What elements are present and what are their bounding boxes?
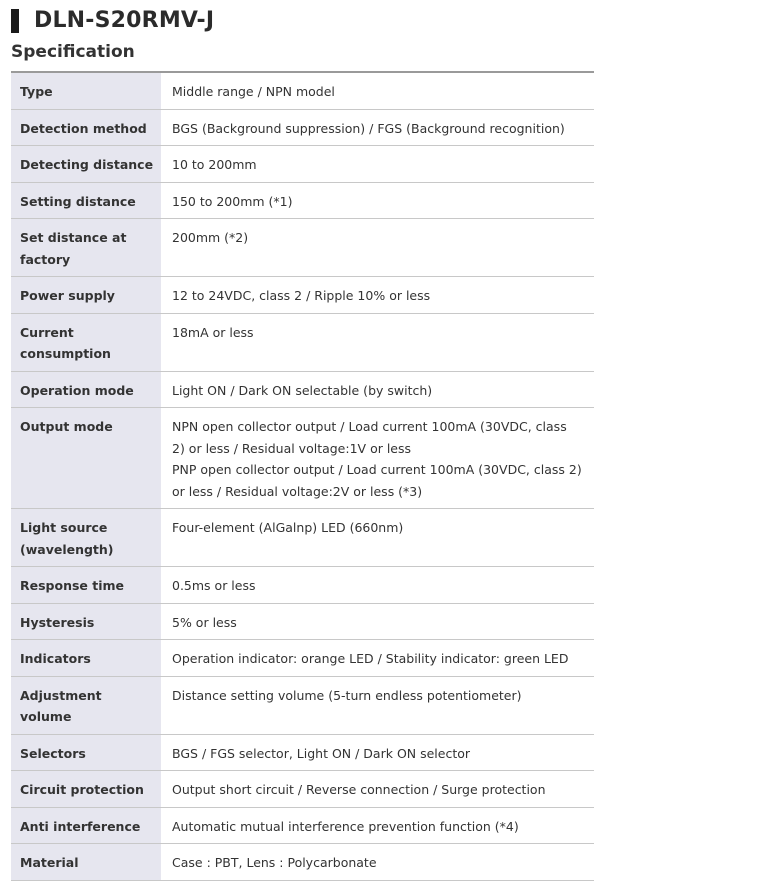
spec-value: 0.5ms or less bbox=[161, 567, 594, 604]
spec-row-detection-method bbox=[11, 109, 594, 146]
spec-label: Operation mode bbox=[11, 371, 161, 408]
spec-row-circuit-protection bbox=[11, 771, 594, 808]
spec-row-operation-mode bbox=[11, 371, 594, 408]
product-title: DLN-S20RMV-J bbox=[34, 8, 215, 33]
spec-label: Indicators bbox=[11, 640, 161, 677]
spec-row-material bbox=[11, 844, 594, 881]
spec-row-setting-distance bbox=[11, 182, 594, 219]
spec-value: Middle range / NPN model bbox=[161, 72, 594, 109]
spec-value bbox=[161, 408, 594, 509]
spec-value: BGS (Background suppression) / FGS (Background recognition) bbox=[161, 109, 594, 146]
spec-value-line: NPN open collector output / Load current 100mA (30VDC, class 2) or less / Residual voltage:1V or less bbox=[172, 419, 567, 456]
spec-value: 10 to 200mm bbox=[161, 146, 594, 183]
spec-row-output-mode bbox=[11, 408, 594, 509]
spec-row-set-distance-at-factory bbox=[11, 219, 594, 277]
spec-row-adjustment-volume bbox=[11, 676, 594, 734]
spec-label: Response time bbox=[11, 567, 161, 604]
spec-label: Adjustment volume bbox=[11, 676, 161, 734]
spec-row-indicators bbox=[11, 640, 594, 677]
spec-value: 150 to 200mm (*1) bbox=[161, 182, 594, 219]
spec-table bbox=[11, 71, 594, 881]
product-header bbox=[11, 6, 214, 36]
section-title: Specification bbox=[11, 42, 135, 62]
spec-value: Light ON / Dark ON selectable (by switch) bbox=[161, 371, 594, 408]
spec-value: 18mA or less bbox=[161, 313, 594, 371]
spec-label: Type bbox=[11, 72, 161, 109]
spec-label: Set distance at factory bbox=[11, 219, 161, 277]
spec-row-power-supply bbox=[11, 277, 594, 314]
spec-label: Detection method bbox=[11, 109, 161, 146]
spec-row-detecting-distance bbox=[11, 146, 594, 183]
title-marker bbox=[11, 9, 19, 33]
spec-value: 200mm (*2) bbox=[161, 219, 594, 277]
spec-value: Operation indicator: orange LED / Stability indicator: green LED bbox=[161, 640, 594, 677]
spec-value: 12 to 24VDC, class 2 / Ripple 10% or less bbox=[161, 277, 594, 314]
spec-row-current-consumption bbox=[11, 313, 594, 371]
spec-row-hysteresis bbox=[11, 603, 594, 640]
spec-row-selectors bbox=[11, 734, 594, 771]
spec-value: Automatic mutual interference prevention function (*4) bbox=[161, 807, 594, 844]
spec-value: Four-element (AlGalnp) LED (660nm) bbox=[161, 509, 594, 567]
spec-label: Anti interference bbox=[11, 807, 161, 844]
spec-value: Distance setting volume (5-turn endless potentiometer) bbox=[161, 676, 594, 734]
spec-value: 5% or less bbox=[161, 603, 594, 640]
spec-row-anti-interference bbox=[11, 807, 594, 844]
spec-value: BGS / FGS selector, Light ON / Dark ON selector bbox=[161, 734, 594, 771]
spec-label: Detecting distance bbox=[11, 146, 161, 183]
spec-label: Light source (wavelength) bbox=[11, 509, 161, 567]
spec-label: Power supply bbox=[11, 277, 161, 314]
spec-label: Material bbox=[11, 844, 161, 881]
spec-value: Output short circuit / Reverse connection / Surge protection bbox=[161, 771, 594, 808]
spec-label: Output mode bbox=[11, 408, 161, 509]
spec-label: Current consumption bbox=[11, 313, 161, 371]
spec-label: Hysteresis bbox=[11, 603, 161, 640]
spec-row-light-source bbox=[11, 509, 594, 567]
spec-row-type bbox=[11, 72, 594, 109]
spec-value-line: PNP open collector output / Load current 100mA (30VDC, class 2) or less / Residual voltage:2V or less (*3) bbox=[172, 462, 582, 499]
spec-value: Case : PBT, Lens : Polycarbonate bbox=[161, 844, 594, 881]
spec-label: Selectors bbox=[11, 734, 161, 771]
spec-label: Setting distance bbox=[11, 182, 161, 219]
spec-label: Circuit protection bbox=[11, 771, 161, 808]
spec-row-response-time bbox=[11, 567, 594, 604]
